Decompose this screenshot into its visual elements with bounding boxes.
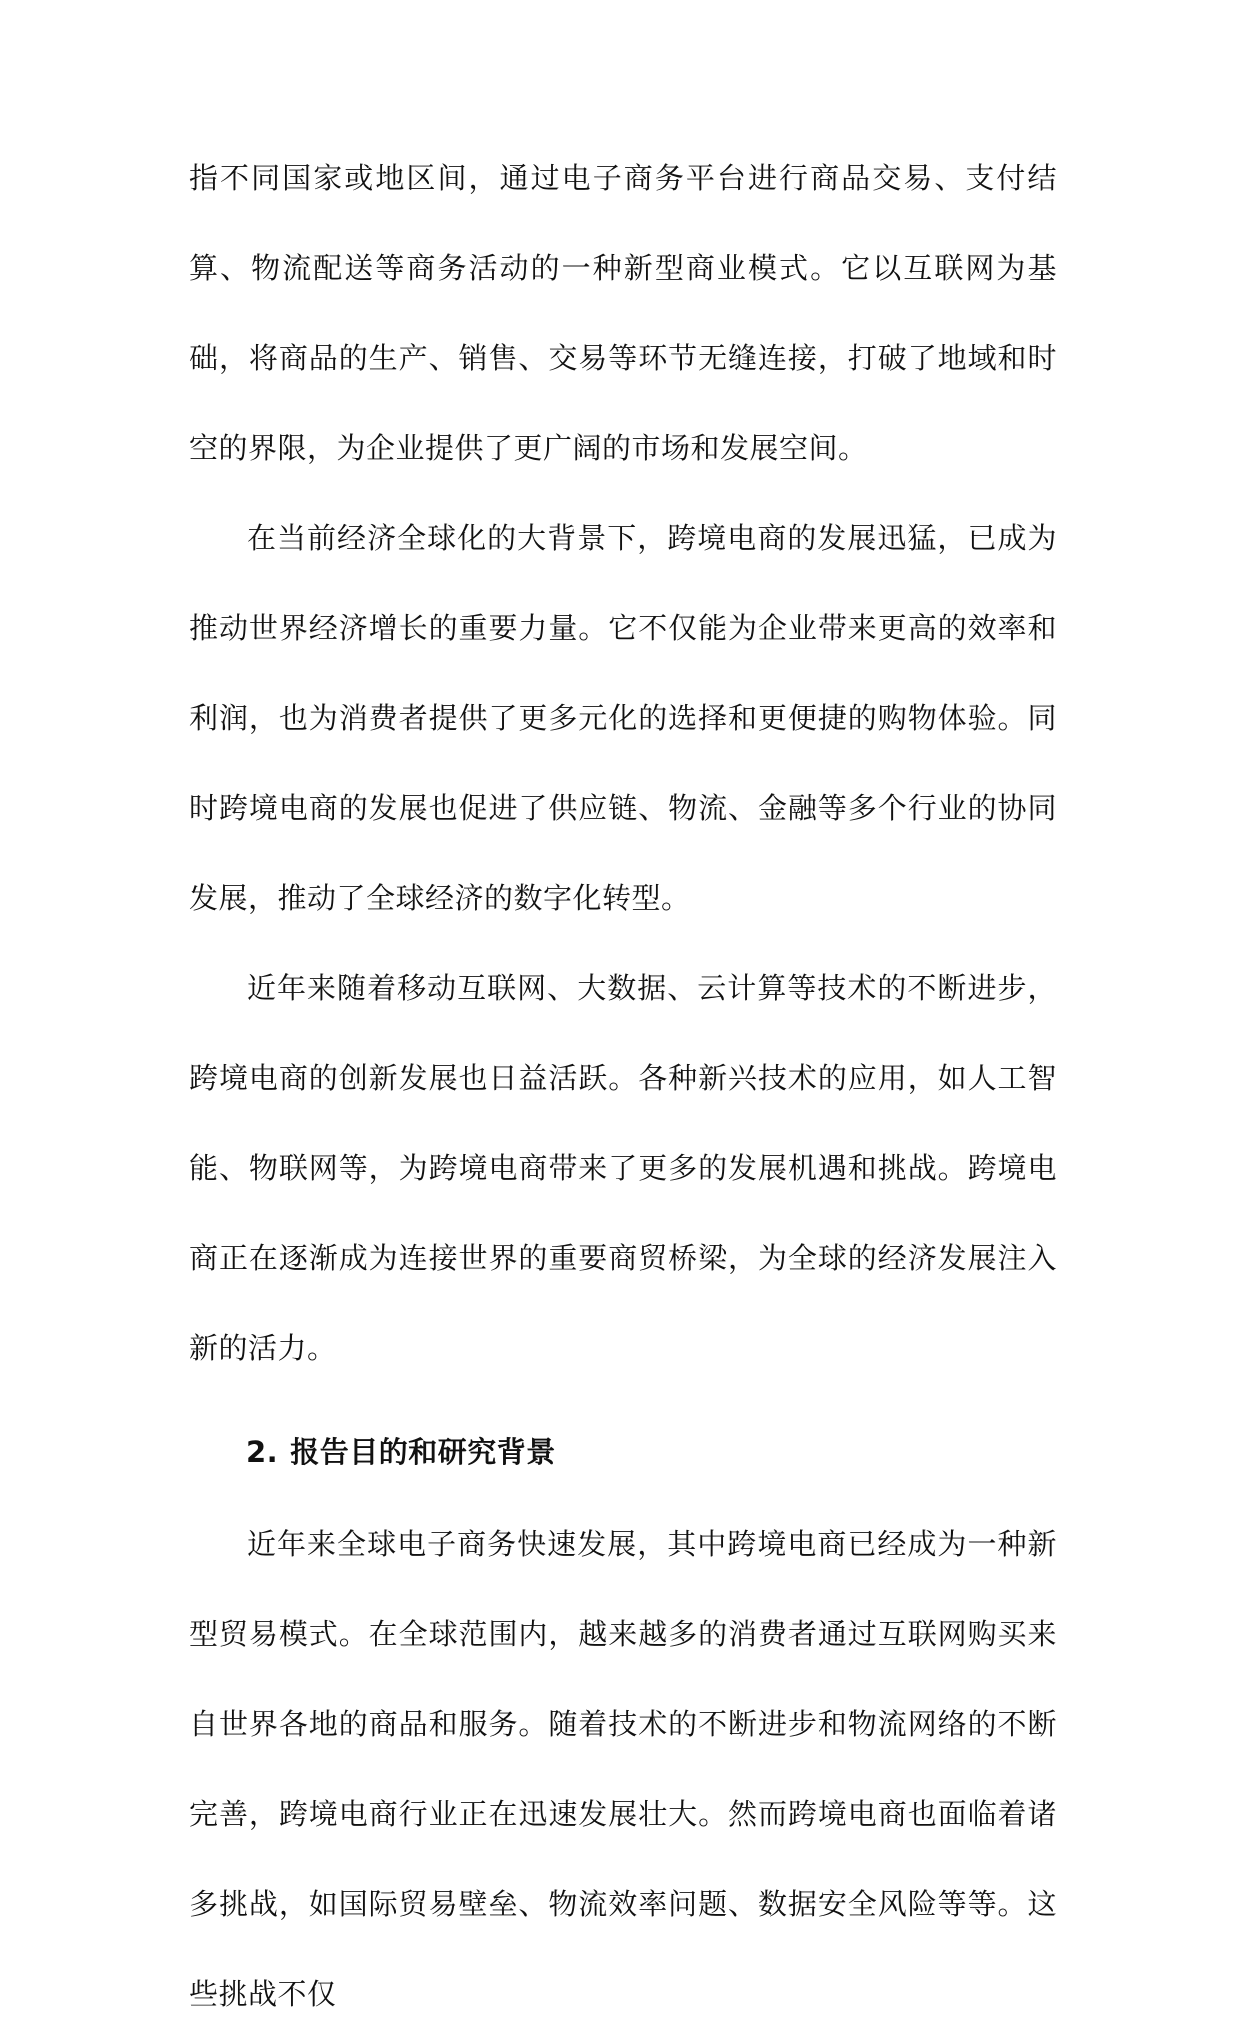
paragraph-technology: 近年来随着移动互联网、大数据、云计算等技术的不断进步，跨境电商的创新发展也日益活跃。各种新兴技术的应用，如人工智能、物联网等，为跨境电商带来了更多的发展机遇和挑战。跨境电商正在逐渐成为连接世界的重要商贸桥梁，为全球的经济发展注入新的活力。 xyxy=(189,971,1057,1365)
section-heading-number: 2. xyxy=(246,1435,279,1469)
paragraph-intro-continuation: 指不同国家或地区间，通过电子商务平台进行商品交易、支付结算、物流配送等商务活动的一种新型商业模式。它以互联网为基础，将商品的生产、销售、交易等环节无缝连接，打破了地域和时空的界限，为企业提供了更广阔的市场和发展空间。 xyxy=(189,161,1057,465)
paragraph-background: 近年来全球电子商务快速发展，其中跨境电商已经成为一种新型贸易模式。在全球范围内，越来越多的消费者通过互联网购买来自世界各地的商品和服务。随着技术的不断进步和物流网络的不断完善，跨境电商行业正在迅速发展壮大。然而跨境电商也面临着诸多挑战，如国际贸易壁垒、物流效率问题、数据安全风险等等。这些挑战不仅 xyxy=(189,1527,1057,2011)
paragraph-globalization: 在当前经济全球化的大背景下，跨境电商的发展迅猛，已成为推动世界经济增长的重要力量。它不仅能为企业带来更高的效率和利润，也为消费者提供了更多元化的选择和更便捷的购物体验。同时跨境电商的发展也促进了供应链、物流、金融等多个行业的协同发展，推动了全球经济的数字化转型。 xyxy=(189,521,1057,915)
section-heading-title: 报告目的和研究背景 xyxy=(290,1435,556,1469)
document-body xyxy=(189,133,1057,2039)
section-heading xyxy=(189,1407,1057,1497)
